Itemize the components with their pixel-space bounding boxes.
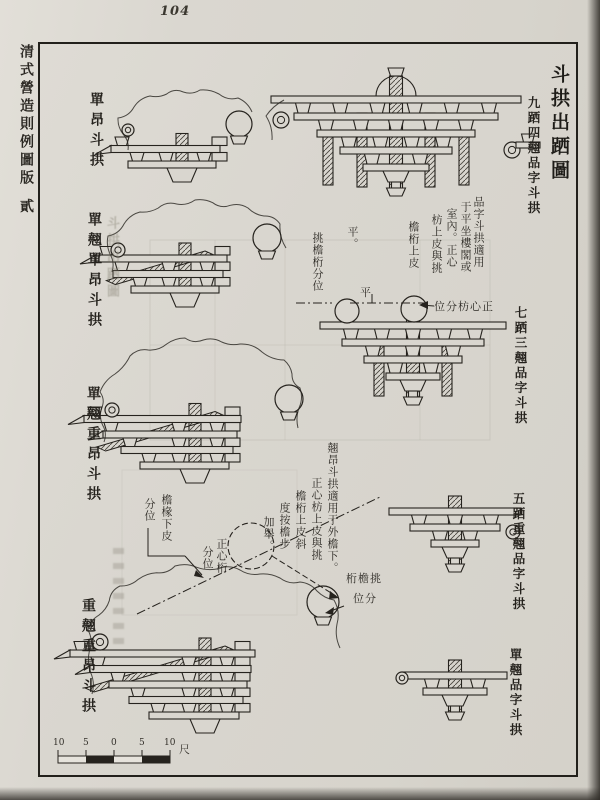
bleedthrough-smudge [113, 548, 124, 652]
label-danqiao-pinzi: 單翹品字斗拱 [508, 648, 523, 738]
zhengxinfang-fenwei-label: 正心枋分位 [434, 300, 494, 313]
plate-drawing [40, 44, 575, 774]
plate-frame [38, 42, 578, 777]
tiaoyanheng-label: 挑檐桁 [346, 572, 382, 585]
fenwei-label-3: 分位 [201, 546, 214, 570]
label-jiucai-pinzi: 九跴四翹品字斗拱 [526, 96, 541, 216]
qiaoang-note-col-2: 正心枋上皮與挑 [310, 477, 323, 561]
pinzi-note-col-5: 檐桁上皮 [407, 221, 420, 269]
pinzi-note-col-1: 品字斗拱適用 [472, 196, 485, 268]
pinzi-note-col-3: 室內。正心 [445, 208, 458, 268]
label-qicai-pinzi: 七跴三翹品字斗拱 [513, 306, 528, 426]
pinzi-note-col-6: 平。 [346, 226, 359, 250]
label-dan-ang: 單昂斗拱 [88, 92, 104, 172]
spine-title: 清式營造則例圖版 [18, 44, 34, 188]
scale-unit: 尺 [179, 743, 190, 756]
fenwei-label-2: 分位 [143, 498, 156, 522]
bleedthrough-stamp: 斗拱出跴圖 [104, 216, 119, 301]
scale-tick-5: 10 [164, 738, 176, 748]
qiaoang-note-col-4: 度按檐步 [278, 502, 291, 550]
fenwei-label-1: 分位 [353, 592, 377, 605]
plate-title: 斗拱出跴圖 [548, 64, 570, 184]
tiaoyanheng-fenwei-label: 挑檐桁分位 [311, 232, 324, 292]
qiaoang-note-col-3: 檐桁上皮斜 [294, 490, 307, 550]
label-wucai-pinzi: 五跴重翹品字斗拱 [511, 492, 526, 612]
spine-volume: 貳 [20, 199, 34, 215]
scale-tick-1: 10 [53, 738, 65, 748]
zhengxinheng-label: 正心桁 [215, 538, 228, 574]
page-edge-shadow-bottom [0, 787, 600, 800]
scale-tick-2: 5 [83, 738, 89, 748]
qiaoang-note-col-1: 翹昂斗拱適用于外檐下。 [326, 442, 339, 574]
pinzi-note-col-2: 于平坐樓閣或 [459, 201, 472, 273]
yanchuan-xiapi-label: 檐椽下皮 [160, 494, 173, 542]
pinzi-note-col-4: 枋上皮與挑 [430, 214, 443, 274]
page-edge-shadow-right [587, 0, 600, 800]
scale-tick-3: 0 [111, 738, 117, 748]
label-chongqiao-chongang: 重翹重昂斗拱 [80, 598, 96, 718]
scale-tick-4: 5 [139, 738, 145, 748]
page-number: 104 [160, 4, 191, 19]
ping-level-label: 平 [360, 286, 372, 299]
qiaoang-note-col-5: 加舉。 [262, 516, 275, 552]
label-danqiao-chongang: 單翹重昂斗拱 [85, 386, 101, 506]
label-danqiao-danang: 單翹單昂斗拱 [86, 212, 102, 332]
